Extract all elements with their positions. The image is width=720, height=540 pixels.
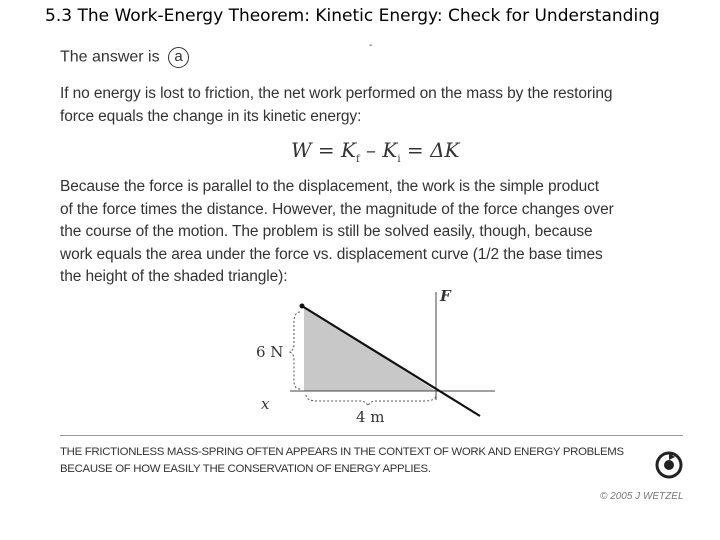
equation-equals: =	[400, 138, 431, 162]
caption-line: BECAUSE OF HOW EASILY THE CONSERVATION OF ENERGY APPLIES.	[60, 462, 431, 475]
paragraph-line: If no energy is lost to friction, the net work performed on the mass by the restoring	[60, 85, 613, 102]
equation-ki: K	[382, 138, 398, 162]
equation-sub-f: f	[356, 154, 360, 165]
equation-kf: K	[341, 138, 356, 162]
answer-line	[60, 47, 189, 68]
force-displacement-diagram	[240, 282, 500, 432]
x-axis-label: x	[261, 395, 270, 413]
equation-equals: =	[311, 138, 342, 162]
f-axis-label: F	[440, 287, 451, 305]
answer-prefix: The answer is	[60, 48, 160, 66]
paragraph-line: work equals the area under the force vs. displacement curve (1/2 the base times	[60, 245, 603, 263]
height-label: 6 N	[256, 343, 284, 361]
equation-sub-i: i	[397, 154, 401, 165]
paragraph-line: force equals the change in its kinetic energy:	[60, 107, 362, 125]
work-energy-equation	[291, 138, 459, 165]
caption-line: THE FRICTIONLESS MASS-SPRING OFTEN APPEARS IN THE CONTEXT OF WORK AND ENERGY PROBLEMS	[60, 446, 624, 458]
paragraph-line: Because the force is parallel to the displacement, the work is the simple product	[60, 178, 599, 195]
base-label: 4 m	[356, 408, 385, 426]
footer-divider	[60, 435, 683, 436]
base-brace	[306, 395, 436, 406]
paragraph-line: the height of the shaded triangle):	[60, 268, 288, 286]
start-point	[300, 304, 305, 309]
copyright-text: © 2005 J WETZEL	[600, 491, 684, 502]
paragraph-line: the course of the motion. The problem is still be solved easily, though, because	[60, 223, 593, 241]
equation-delta-k: ΔK	[430, 138, 460, 162]
circular-arrow-logo-icon	[655, 451, 683, 479]
height-brace	[290, 312, 300, 389]
answer-choice-circle: a	[168, 47, 189, 68]
equation-w: W	[291, 138, 312, 162]
explanation-paragraph-2	[60, 176, 614, 289]
footer-caption	[60, 444, 624, 477]
explanation-paragraph-1	[60, 83, 612, 128]
slide-title: 5.3 The Work-Energy Theorem: Kinetic Energy: Check for Understanding	[45, 6, 660, 26]
stray-mark: -	[369, 40, 373, 51]
equation-minus: –	[359, 138, 383, 162]
paragraph-line: of the force times the distance. However, the magnitude of the force changes over	[60, 200, 614, 218]
